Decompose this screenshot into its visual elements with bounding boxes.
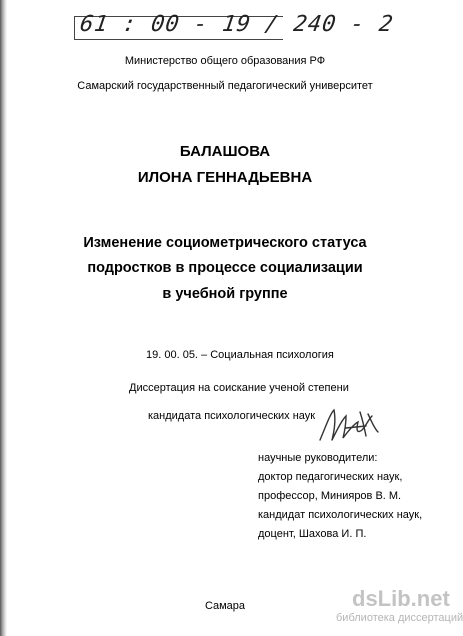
degree-line-2: кандидата психологических наук xyxy=(148,410,316,422)
degree-line-1: Диссертация на соискание ученой степени xyxy=(129,382,349,394)
catalog-number-text: 61 : 00 - 19 / 240 - 2 xyxy=(78,12,396,37)
ministry-line: Министерство общего образования РФ xyxy=(124,55,326,67)
specialty-line: 19. 00. 05. – Социальная психология xyxy=(146,349,334,361)
university-line: Самарский государственный педагогический университет xyxy=(77,80,373,92)
supervisor-line-3: кандидат психологических наук, xyxy=(258,509,423,521)
watermark-subtitle: библиотека диссертаций xyxy=(336,612,463,624)
title-line-2: подростков в процессе социализации xyxy=(87,260,363,276)
handwritten-catalog-number xyxy=(74,12,396,40)
scan-edge-shadow xyxy=(0,0,7,636)
supervisor-line-1: доктор педагогических наук, xyxy=(258,471,403,483)
title-line-3: в учебной группе xyxy=(162,286,288,302)
supervisor-line-2: профессор, Минияров В. М. xyxy=(258,490,402,502)
supervisor-line-4: доцент, Шахова И. П. xyxy=(258,528,367,540)
title-line-1: Изменение социометрического статуса xyxy=(83,235,367,251)
author-given-names: ИЛОНА ГЕННАДЬЕВНА xyxy=(137,169,313,186)
city-line: Самара xyxy=(204,600,246,612)
signature-icon xyxy=(316,406,380,446)
supervisors-heading: научные руководители: xyxy=(258,452,378,464)
watermark xyxy=(336,586,463,632)
watermark-logo: dsLib.net xyxy=(352,586,450,611)
author-surname: БАЛАШОВА xyxy=(179,143,271,160)
